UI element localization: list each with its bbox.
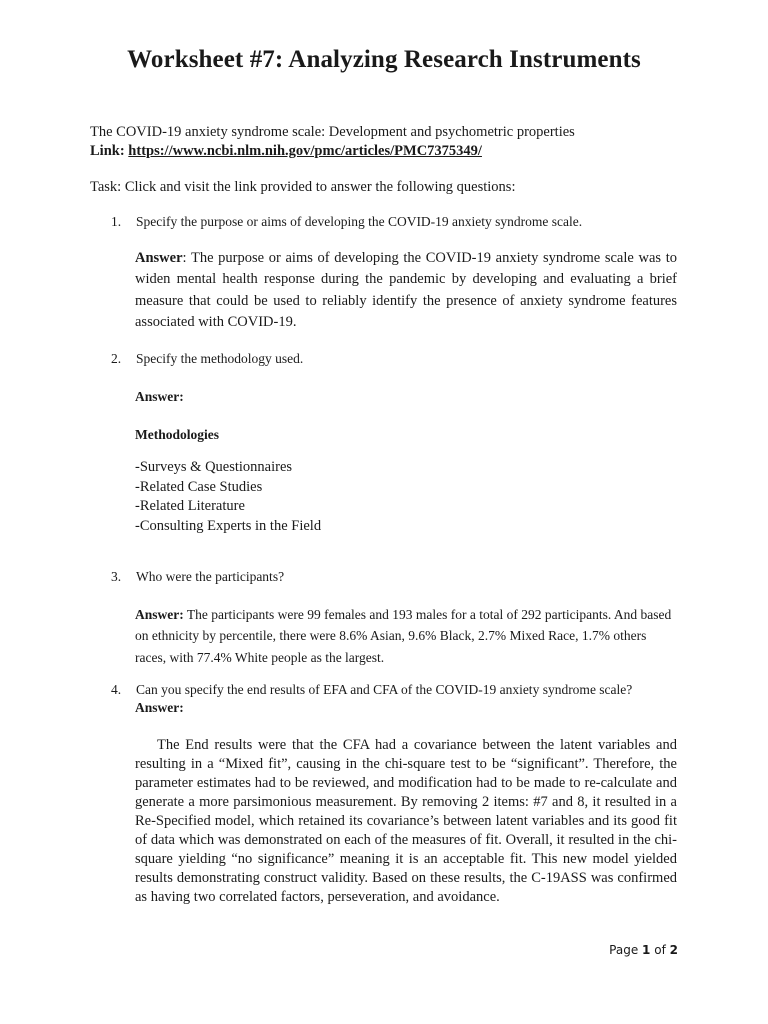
methodology-item: -Surveys & Questionnaires — [135, 459, 293, 475]
page-footer — [609, 943, 678, 957]
answer-3 — [135, 604, 677, 668]
answer-3-label: Answer: — [135, 607, 184, 622]
answer-1 — [135, 248, 677, 333]
question-2-text: Specify the methodology used. — [136, 351, 304, 366]
methodologies-heading: Methodologies — [135, 427, 219, 442]
methodologies-list — [135, 458, 321, 536]
answer-2-label: Answer: — [135, 389, 184, 404]
answer-1-label: Answer — [135, 250, 183, 266]
question-4-text: Can you specify the end results of EFA and CFA of the COVID-19 anxiety syndrome scale? — [136, 682, 633, 697]
worksheet-title: Worksheet #7: Analyzing Research Instruments — [127, 46, 641, 73]
answer-1-text: : The purpose or aims of developing the COVID-19 anxiety syndrome scale was to widen mental health response during the pandemic by developing and evaluating a brief measure that could be used to reliably identify the presence of anxiety syndrome features associated with COVID-19. — [135, 250, 677, 330]
question-1-number: 1. — [111, 214, 122, 229]
footer-total-pages: 2 — [669, 943, 678, 957]
link-label: Link: — [90, 143, 125, 159]
answer-4-text: The End results were that the CFA had a covariance between the latent variables and resulting in a “Mixed fit”, causing in the chi-square test to be “significant”. Therefore, the parameter estimates had to be reviewed, and modification had to be made to re-calculate and generate a more parsimonious measurement. By removing 2 items: #7 and 8, it resulted in a Re-Specified model, which retained its covariance’s between latent variables and its good fit of data which was demonstrated on each of the measures of fit. Overall, it resulted in the chi-square yielding “no significance” meaning it is an acceptable fit. This new model yielded results demonstrating construct validity. Based on these results, the C-19ASS was confirmed as having two correlated factors, perseveration, and avoidance. — [135, 737, 677, 905]
footer-page-number: 1 — [642, 943, 651, 957]
article-link[interactable]: https://www.ncbi.nlm.nih.gov/pmc/articles/PMC7375349/ — [128, 143, 482, 159]
methodology-item: -Related Literature — [135, 498, 245, 514]
methodology-item: -Consulting Experts in the Field — [135, 517, 322, 534]
footer-page-word: Page — [609, 943, 639, 957]
article-title: The COVID-19 anxiety syndrome scale: Development and psychometric properties — [90, 124, 575, 140]
question-3-number: 3. — [111, 569, 122, 584]
article-link-line — [90, 143, 482, 160]
question-1-text: Specify the purpose or aims of developing the COVID-19 anxiety syndrome scale. — [136, 214, 583, 229]
answer-3-text: The participants were 99 females and 193 males for a total of 292 participants. And based on ethnicity by percentile, there were 8.6% Asian, 9.6% Black, 2.7% Mixed Race, 1.7% others races, with 77.4% White people as the largest. — [135, 607, 672, 665]
question-2-number: 2. — [111, 351, 122, 366]
answer-4-label: Answer: — [135, 700, 184, 715]
task-instructions: Task: Click and visit the link provided to answer the following questions: — [90, 179, 516, 195]
question-3-text: Who were the participants? — [136, 569, 285, 584]
methodology-item: -Related Case Studies — [135, 478, 263, 495]
footer-of-word: of — [654, 943, 666, 957]
question-4-number: 4. — [111, 682, 122, 697]
